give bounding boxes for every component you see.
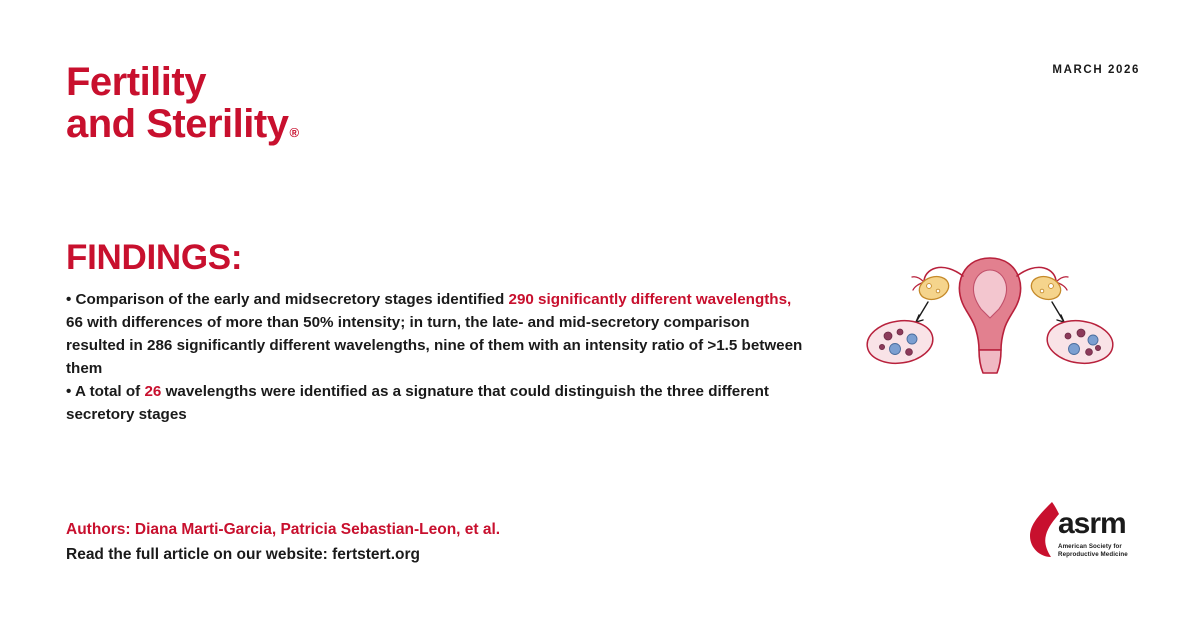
- findings-body: [66, 288, 806, 427]
- registered-trademark-mark: ®: [289, 124, 299, 140]
- bullet-1-segment-3: 66 with differences of more than 50% intensity; in turn, the late- and mid-secretory comparison resulted in 286 significantly different wavelengths, nine of them with an intensity ratio of >1.5 between them: [66, 314, 803, 378]
- uterus-ovaries-svg: [862, 236, 1118, 376]
- bullet-1-segment-2-highlight: 290 significantly different wavelengths,: [508, 291, 792, 308]
- asrm-logo: [1028, 500, 1140, 576]
- findings-heading: FINDINGS:: [66, 238, 243, 277]
- bullet-1-segment-1: • Comparison of the early and midsecretory stages identified: [66, 291, 509, 308]
- findings-bullet-1: [66, 288, 806, 380]
- journal-title-line1: Fertility: [66, 60, 206, 104]
- asrm-flame-icon: [1028, 500, 1062, 560]
- read-more-line: Read the full article on our website: fertstert.org: [66, 546, 420, 563]
- issue-date: MARCH 2026: [1052, 64, 1140, 76]
- bullet-2-segment-3: wavelengths were identified as a signature that could distinguish the three different secretory stages: [66, 383, 769, 424]
- journal-masthead: [66, 62, 298, 145]
- bullet-2-segment-1: • A total of: [66, 383, 145, 401]
- journal-title-line2: and Sterility: [66, 101, 289, 146]
- asrm-wordmark: asrm: [1058, 507, 1126, 540]
- journal-title-line2-wrap: [66, 101, 299, 146]
- asrm-subtitle: American Society for Reproductive Medicine: [1058, 543, 1128, 559]
- bullet-2-segment-2-highlight: 26: [144, 383, 162, 401]
- findings-bullet-2: [66, 380, 806, 426]
- authors-line: Authors: Diana Marti-Garcia, Patricia Sebastian-Leon, et al.: [66, 521, 501, 538]
- uterus-ovaries-illustration: [862, 236, 1118, 376]
